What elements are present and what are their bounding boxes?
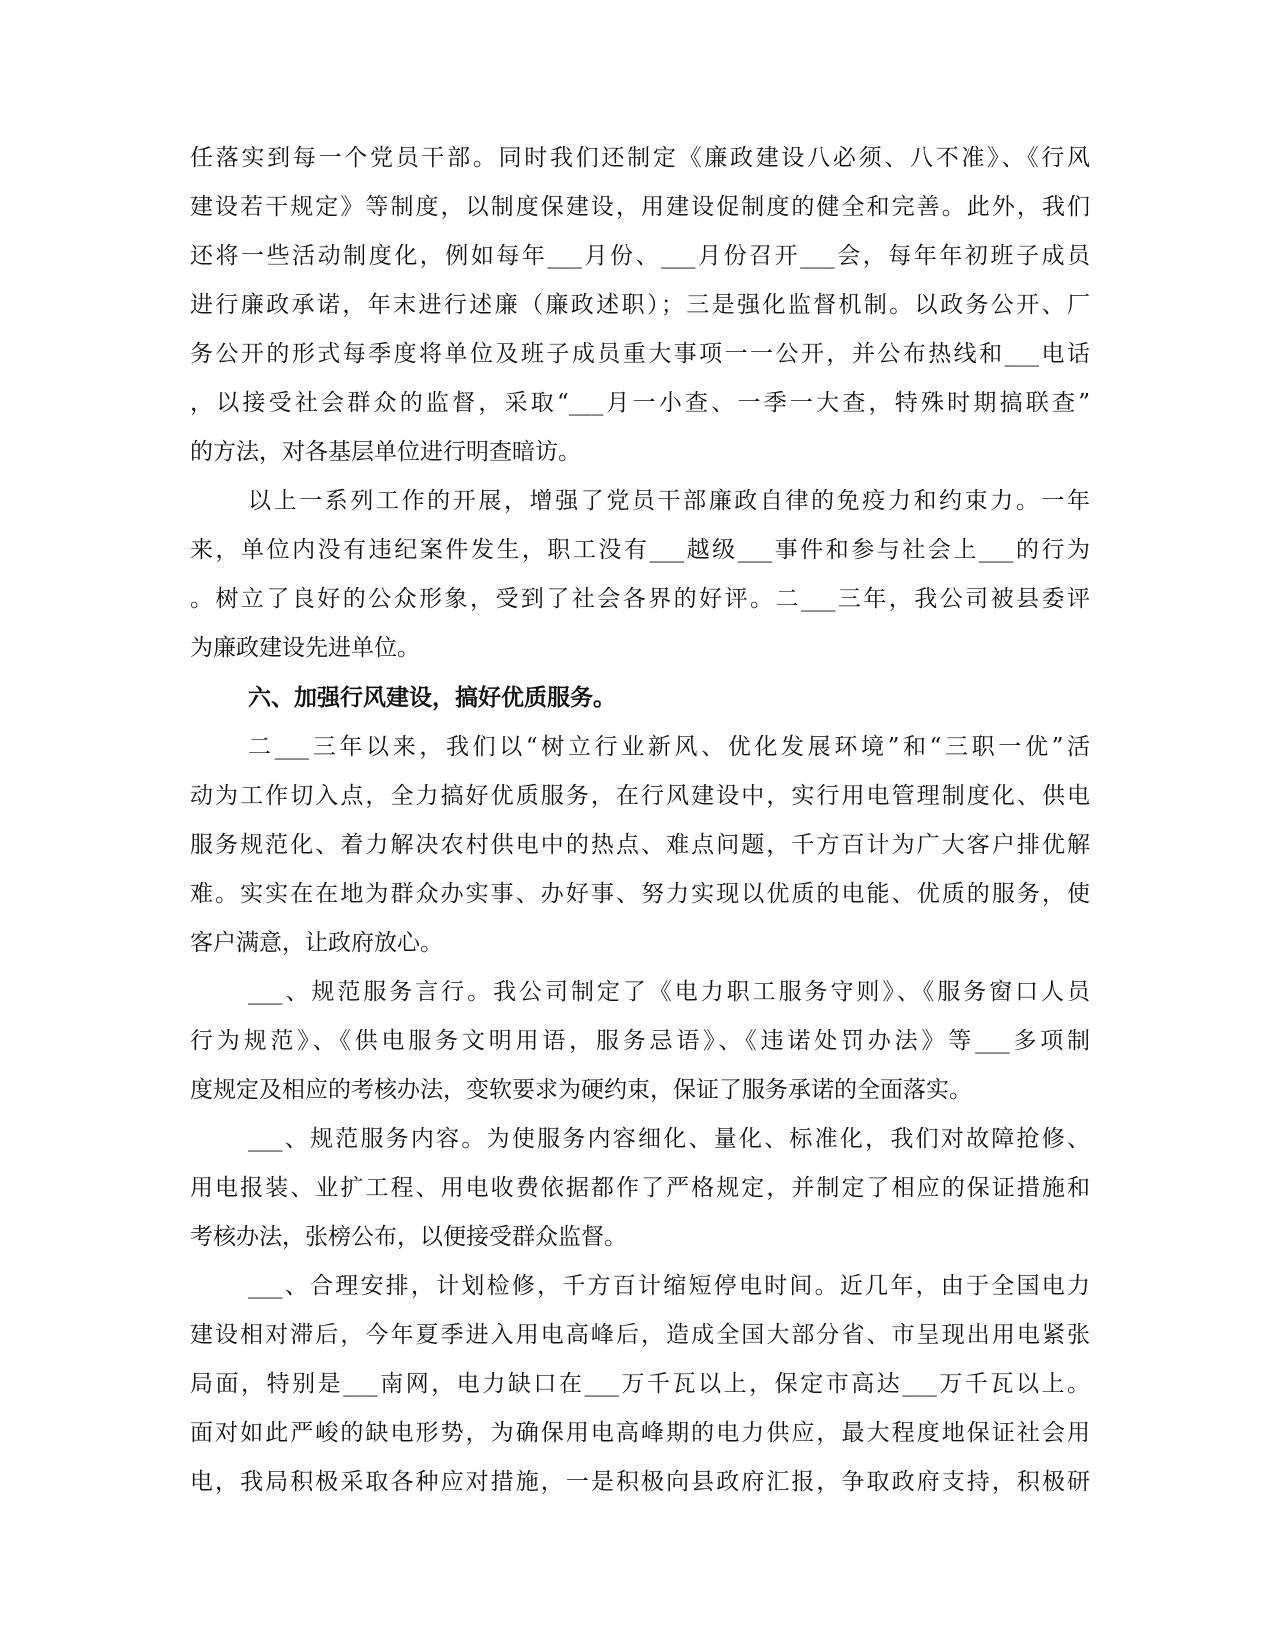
text-line: 局面，特别是___南网，电力缺口在___万千瓦以上，保定市高达___万千瓦以上。 [190,1371,1090,1397]
text-line: ___、合理安排，计划检修，千方百计缩短停电时间。近几年，由于全国电力 [248,1273,1090,1299]
text-line: 建设若干规定》等制度，以制度保建设，用建设促制度的健全和完善。此外，我们 [190,194,1090,220]
section-heading: 六、加强行风建设，搞好优质服务。 [248,685,616,711]
text-line: 电，我局积极采取各种应对措施，一是积极向县政府汇报，争取政府支持，积极研 [190,1469,1090,1495]
text-line: 客户满意，让政府放心。 [190,930,443,956]
text-line: 二___三年以来，我们以“树立行业新风、优化发展环境”和“三职一优”活 [248,734,1090,760]
text-line: 来，单位内没有违纪案件发生，职工没有___越级___事件和参与社会上___的行为 [190,537,1090,563]
text-line: 考核办法，张榜公布，以便接受群众监督。 [190,1224,627,1250]
text-line: 难。实实在在地为群众办实事、办好事、努力实现以优质的电能、优质的服务，使 [190,881,1090,907]
text-line: 用电报装、业扩工程、用电收费依据都作了严格规定，并制定了相应的保证措施和 [190,1175,1090,1201]
text-line: ___、规范服务言行。我公司制定了《电力职工服务守则》、《服务窗口人员 [248,979,1090,1005]
text-line: ，以接受社会群众的监督，采取“___月一小查、一季一大查，特殊时期搞联查” [190,390,1090,416]
text-line: 行为规范》、《供电服务文明用语，服务忌语》、《违诺处罚办法》等___多项制 [190,1028,1090,1054]
text-line: 还将一些活动制度化，例如每年___月份、___月份召开___会，每年年初班子成员 [190,243,1090,269]
text-line: 以上一系列工作的开展，增强了党员干部廉政自律的免疫力和约束力。一年 [248,488,1090,514]
text-line: 务公开的形式每季度将单位及班子成员重大事项一一公开，并公布热线和___电话 [190,341,1090,367]
text-line: 面对如此严峻的缺电形势，为确保用电高峰期的电力供应，最大程度地保证社会用 [190,1420,1090,1446]
text-line: 的方法，对各基层单位进行明查暗访。 [190,439,581,465]
text-line: 建设相对滞后，今年夏季进入用电高峰后，造成全国大部分省、市呈现出用电紧张 [190,1322,1090,1348]
text-line: 度规定及相应的考核办法，变软要求为硬约束，保证了服务承诺的全面落实。 [190,1077,972,1103]
text-line: 动为工作切入点，全力搞好优质服务，在行风建设中，实行用电管理制度化、供电 [190,783,1090,809]
text-line: 进行廉政承诺，年末进行述廉（廉政述职）；三是强化监督机制。以政务公开、厂 [190,292,1090,318]
text-line: ___、规范服务内容。为使服务内容细化、量化、标准化，我们对故障抢修、 [248,1126,1090,1152]
text-line: 。树立了良好的公众形象，受到了社会各界的好评。二___三年，我公司被县委评 [190,586,1090,612]
text-line: 服务规范化、着力解决农村供电中的热点、难点问题，千方百计为广大客户排优解 [190,832,1090,858]
text-line: 为廉政建设先进单位。 [190,635,420,661]
text-line: 任落实到每一个党员干部。同时我们还制定《廉政建设八必须、八不准》、《行风 [190,145,1090,171]
